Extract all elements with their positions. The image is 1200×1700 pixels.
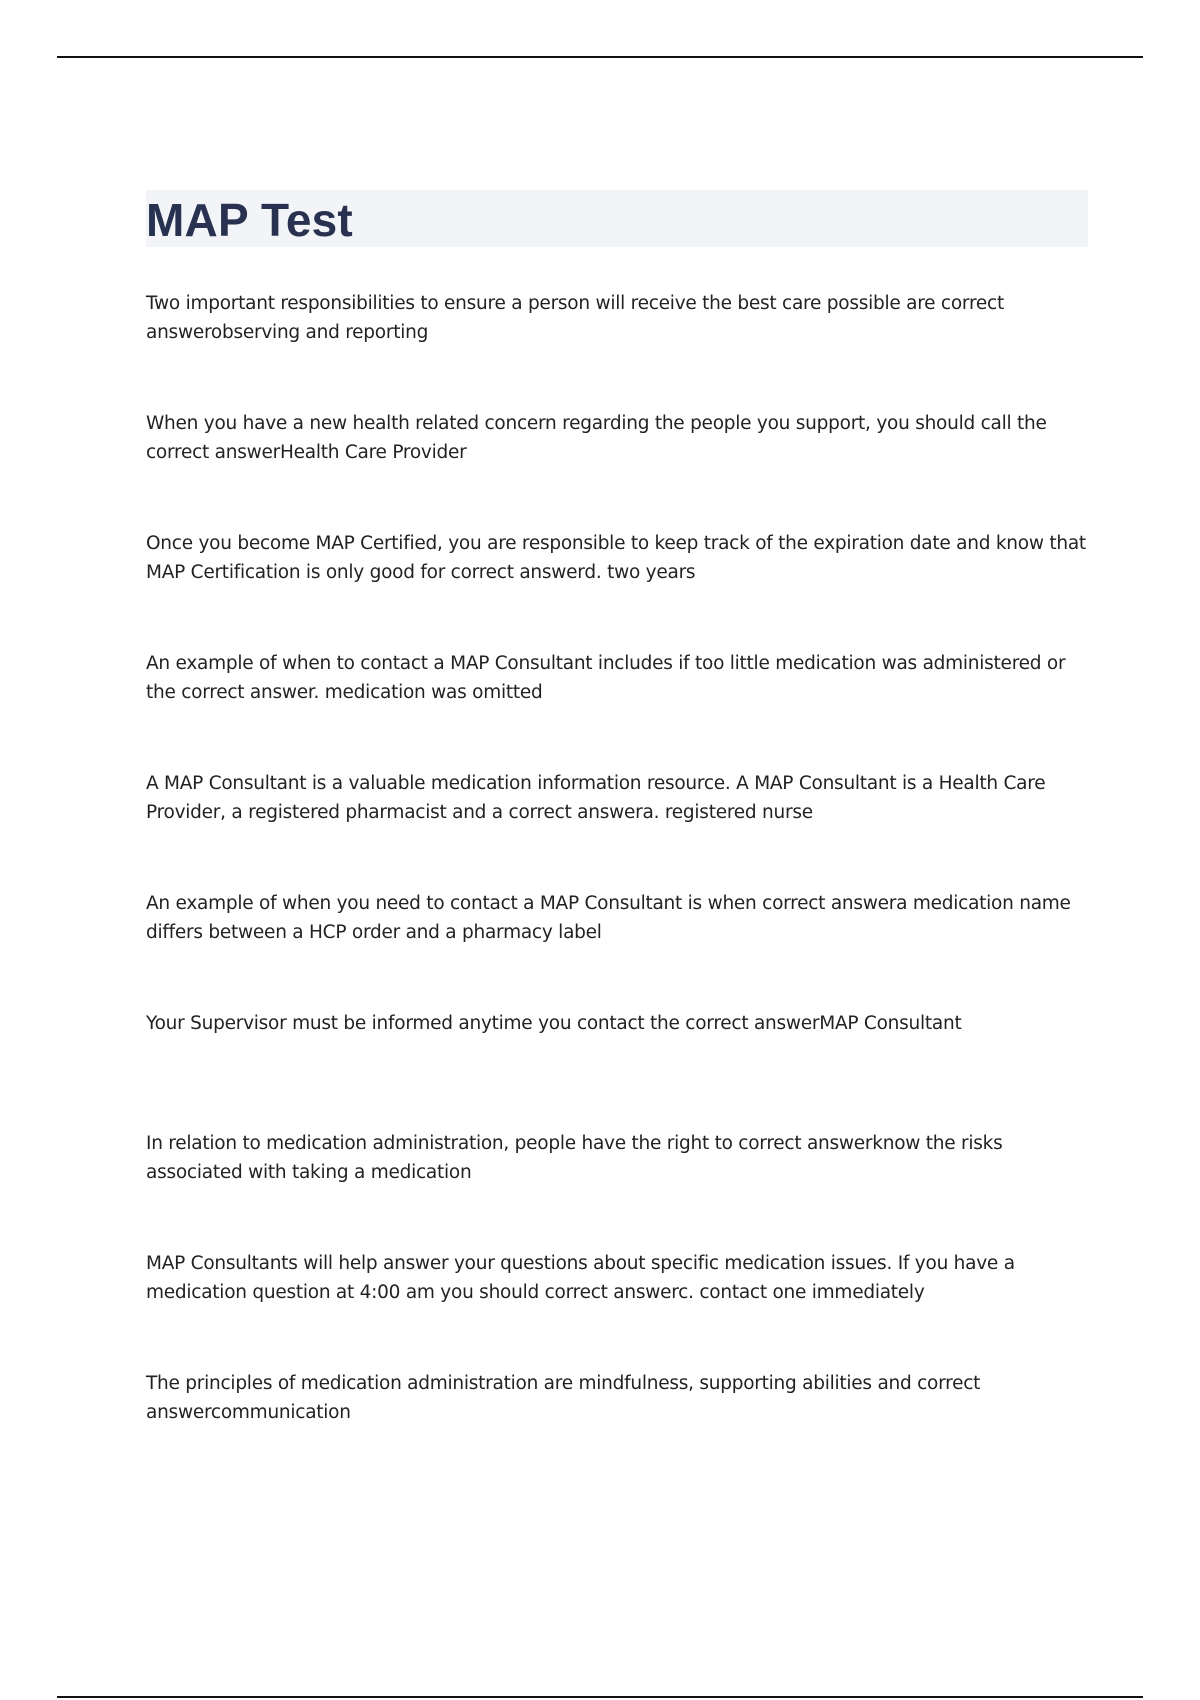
question-answer-list	[146, 289, 1096, 1489]
qa-text: When you have a new health related concern regarding the people you support, you should call the correct answerHealth Care Provider	[146, 413, 1047, 463]
qa-item	[146, 409, 1096, 529]
qa-text: Two important responsibilities to ensure a person will receive the best care possible are correct answerobserving and reporting	[146, 293, 1004, 343]
qa-item	[146, 289, 1096, 409]
qa-text: Once you become MAP Certified, you are responsible to keep track of the expiration date and know that MAP Certification is only good for correct answerd. two years	[146, 533, 1086, 583]
qa-text: In relation to medication administration, people have the right to correct answerknow the risks associated with taking a medication	[146, 1133, 1003, 1183]
qa-item	[146, 889, 1096, 1009]
qa-text: Your Supervisor must be informed anytime you contact the correct answerMAP Consultant	[146, 1013, 962, 1034]
qa-item	[146, 1369, 1096, 1489]
qa-item	[146, 1249, 1096, 1369]
qa-item	[146, 529, 1096, 649]
qa-item	[146, 649, 1096, 769]
qa-text: An example of when to contact a MAP Consultant includes if too little medication was administered or the correct answer. medication was omitted	[146, 653, 1066, 703]
qa-text: The principles of medication administration are mindfulness, supporting abilities and correct answercommunication	[146, 1373, 981, 1423]
page-title: MAP Test	[146, 194, 353, 246]
top-divider	[57, 56, 1143, 58]
qa-text: A MAP Consultant is a valuable medication information resource. A MAP Consultant is a Health Care Provider, a registered pharmacist and a correct answera. registered nurse	[146, 773, 1046, 823]
bottom-divider	[57, 1696, 1143, 1698]
qa-text: An example of when you need to contact a MAP Consultant is when correct answera medication name differs between a HCP order and a pharmacy label	[146, 893, 1071, 943]
qa-text: MAP Consultants will help answer your questions about specific medication issues. If you have a medication question at 4:00 am you should correct answerc. contact one immediately	[146, 1253, 1015, 1303]
qa-item	[146, 1129, 1096, 1249]
qa-item	[146, 769, 1096, 889]
qa-item	[146, 1009, 1096, 1129]
